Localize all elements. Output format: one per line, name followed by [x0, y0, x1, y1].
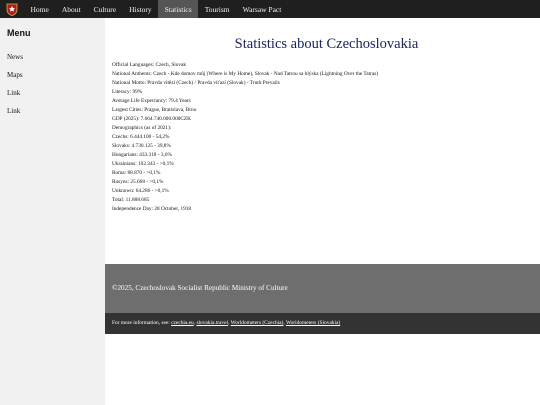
nav-history[interactable]: History — [129, 4, 152, 14]
stat-official-languages: Official Languages: Czech, Slovak — [112, 62, 187, 68]
stat-national-motto: National Motto: Pravda vítězí (Czech) / Pravda víťazí (Slovak) - Truth Prevails — [112, 80, 280, 86]
stat-independence-day: Independence Day: 28 October, 1918 — [112, 206, 192, 212]
stat-life-expectancy: Average Life Expectancy: 79.4 Years — [112, 98, 191, 104]
stat-demographics-heading: Demographics (as of 2021): — [112, 125, 172, 131]
stat-czechs: Czechs: 6.444.100 - 54,2% — [112, 134, 170, 140]
nav-warsaw-pact[interactable]: Warsaw Pact — [242, 4, 282, 14]
footer-link-czechia[interactable]: czechia.eu — [171, 320, 194, 326]
stat-rusyns: Rusyns: 25.668 - >0,1% — [112, 179, 164, 185]
nav-home[interactable]: Home — [30, 4, 49, 14]
footer-copyright: ©2025, Czechoslovak Socialist Republic Ministry of Culture — [112, 284, 288, 292]
nav-culture[interactable]: Culture — [93, 4, 117, 14]
sidebar — [0, 18, 105, 405]
stat-national-anthems: National Anthems: Czech - Kde domov můj (Where is My Home), Slovak - Nad Tatrou sa blýska (Lightning Over the Tatras) — [112, 71, 379, 77]
nav-statistics[interactable]: Statistics — [158, 0, 198, 18]
czechoslovak-emblem-icon[interactable] — [0, 0, 24, 18]
stat-slovaks: Slovaks: 4.730.125 - 39,8% — [112, 143, 171, 149]
sidebar-item-link-1[interactable]: Link — [7, 89, 21, 97]
footer-link-worldometers-slovakia[interactable]: Worldometers (Slovakia) — [285, 320, 341, 326]
footer-link-slovakia-travel[interactable]: slovakia.travel — [196, 320, 229, 326]
footer-info: For more information, see: czechia.eu, slovakia.travel, Worldometers (Czechia), Worldometers (Slovakia) — [112, 320, 341, 326]
statistics-list — [105, 58, 540, 214]
sidebar-title: Menu — [7, 28, 31, 38]
page-title: Statistics about Czechoslovakia — [234, 36, 419, 52]
stat-largest-cities: Largest Cities: Prague, Bratislava, Brno — [112, 107, 197, 113]
main-content — [105, 18, 540, 264]
stat-unknown: Unknown: 64.286 - >0,1% — [112, 188, 169, 194]
nav-tourism[interactable]: Tourism — [204, 4, 230, 14]
stat-gdp: GDP (2025): 7.664.740.000.000CZK — [112, 116, 191, 122]
footer-copyright-bar — [105, 264, 540, 313]
footer-link-worldometers-czechia[interactable]: Worldometers (Czechia) — [230, 320, 284, 326]
sidebar-item-news[interactable]: News — [7, 53, 23, 61]
page-blank-area — [105, 334, 540, 405]
sidebar-item-maps[interactable]: Maps — [7, 71, 23, 79]
stat-roma: Roma: 88.870 - >0,1% — [112, 170, 161, 176]
footer-info-bar — [105, 313, 540, 334]
stat-literacy: Literacy: 99% — [112, 89, 143, 95]
stat-ukrainians: Ukrainians: 102.343 - >0,1% — [112, 161, 174, 167]
top-navigation — [0, 0, 540, 18]
footer-info-prefix: For more information, see: — [112, 320, 172, 326]
stat-hungarians: Hungarians: 433.318 - 3,6% — [112, 152, 172, 158]
nav-about[interactable]: About — [61, 4, 81, 14]
stat-total: Total: 11.888.685 — [112, 197, 150, 203]
sidebar-item-link-2[interactable]: Link — [7, 107, 21, 115]
